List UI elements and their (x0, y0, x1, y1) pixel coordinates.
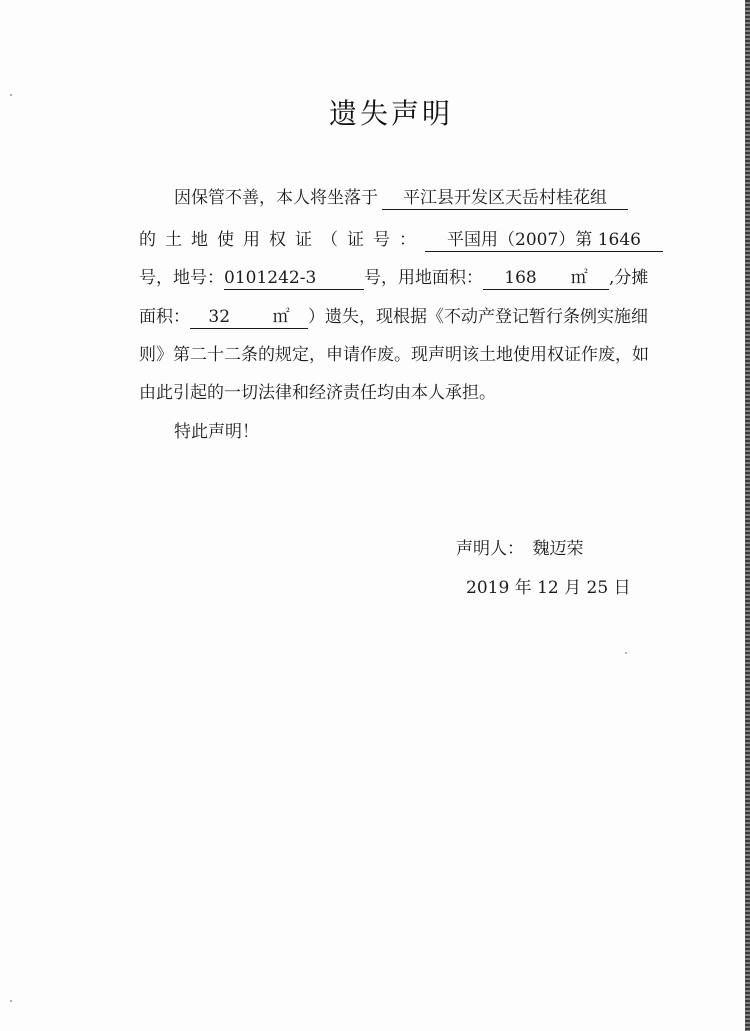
statement-line-1 (174, 187, 628, 210)
statement-text: 面积： (139, 307, 190, 327)
date-year: 2019 (466, 578, 510, 598)
declarant-name: 魏迈荣 (532, 539, 584, 559)
statement-text: 号，地号： (139, 268, 224, 288)
statement-line-2 (139, 229, 663, 252)
shared-area-value: 32 (208, 307, 231, 327)
land-area-field (483, 268, 609, 290)
statement-line-3 (139, 267, 648, 290)
statement-text: ）遗失，现根据《不动产登记暂行条例实施细 (308, 307, 648, 327)
statement-text: 特此声明！ (174, 422, 259, 442)
area-unit: ㎡ (570, 268, 588, 288)
declaration-date (466, 573, 631, 598)
land-area-value: 168 (504, 268, 537, 288)
location-field: 平江县开发区天岳村桂花组 (382, 188, 628, 210)
date-year-char: 年 (514, 578, 532, 598)
statement-line-4 (139, 306, 648, 329)
date-day: 25 (586, 578, 609, 598)
statement-text: ,分摊 (609, 268, 649, 288)
certificate-number-field: 平国用（2007）第 1646 (425, 230, 663, 252)
declarant-label: 声明人： (456, 539, 524, 559)
scan-edge (745, 0, 750, 1031)
statement-text: 则》第二十二条的规定，申请作废。现声明该土地使用权证作废，如 (139, 345, 649, 365)
shared-area-field (190, 307, 308, 329)
statement-text: 因保管不善，本人将坐落于 (174, 188, 378, 208)
scan-speck (625, 652, 627, 654)
statement-line-6 (139, 382, 496, 404)
date-month-char: 月 (564, 578, 582, 598)
area-unit: ㎡ (272, 307, 290, 327)
declarant-line (456, 534, 584, 559)
statement-text: 由此引起的一切法律和经济责任均由本人承担。 (139, 383, 496, 403)
page-title: 遗失声明 (328, 97, 453, 130)
date-month: 12 (537, 578, 559, 598)
statement-closing (174, 421, 259, 443)
date-day-char: 日 (613, 578, 631, 598)
statement-text: 的土地使用权证（证号： (139, 230, 425, 250)
scan-speck (10, 1000, 12, 1002)
statement-line-5 (139, 344, 649, 366)
statement-text: 号，用地面积： (364, 268, 483, 288)
land-number-field: 0101242-3 (224, 268, 364, 290)
